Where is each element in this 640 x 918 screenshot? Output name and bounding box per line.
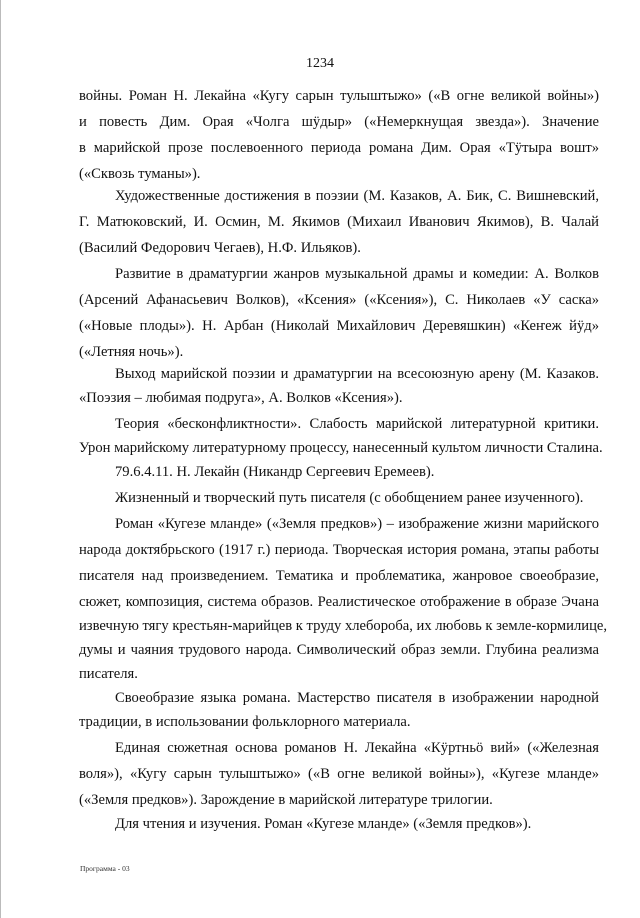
text-line: («Земля предков»). Зарождение в марийской литературе трилогии. bbox=[79, 792, 493, 808]
text-line: (Арсений Афанасьевич Волков), «Ксения» («Ксения»), С. Николаев «У саска» bbox=[79, 292, 599, 308]
text-line: и повесть Дим. Орая «Чолга шӱдыр» («Немеркнущая звезда»). Значение bbox=[79, 114, 599, 130]
footer-note: Программа - 03 bbox=[80, 864, 130, 873]
text-line: писателя над произведением. Тематика и проблематика, жанровое своеобразие, bbox=[79, 568, 599, 584]
text-line: сюжет, композиция, система образов. Реалистическое отображение в образе Эчана bbox=[79, 594, 599, 610]
section-heading: 79.6.4.11. Н. Лекайн (Никандр Сергеевич Еремеев). bbox=[115, 464, 435, 480]
text-line: Г. Матюковский, И. Осмин, М. Якимов (Михаил Иванович Якимов), В. Чалай bbox=[79, 214, 599, 230]
scan-edge bbox=[0, 0, 1, 918]
text-line: («Новые плоды»). Н. Арбан (Николай Михайлович Деревяшкин) «Кеҥеж йӱд» bbox=[79, 318, 599, 334]
text-line: традиции, в использовании фольклорного материала. bbox=[79, 714, 411, 730]
text-line: («Сквозь туманы»). bbox=[79, 166, 201, 182]
paragraph-start: Жизненный и творческий путь писателя (с обобщением ранее изученного). bbox=[115, 490, 584, 506]
paragraph-start: Теория «бесконфликтности». Слабость марийской литературной критики. bbox=[115, 416, 599, 432]
page-number: 1234 bbox=[306, 56, 334, 71]
text-line: извечную тягу крестьян-марийцев к труду хлебороба, их любовь к земле-кормилице, bbox=[79, 618, 608, 634]
text-line: («Летняя ночь»). bbox=[79, 344, 184, 360]
text-line: (Василий Федорович Чегаев), Н.Ф. Ильяков). bbox=[79, 240, 361, 256]
text-line: Урон марийскому литературному процессу, нанесенный культом личности Сталина. bbox=[79, 440, 603, 456]
text-line: «Поэзия – любимая подруга», А. Волков «Ксения»). bbox=[79, 390, 403, 406]
text-line: писателя. bbox=[79, 666, 138, 682]
paragraph-start: Художественные достижения в поэзии (М. Казаков, А. Бик, С. Вишневский, bbox=[115, 188, 599, 204]
text-line: в марийской прозе послевоенного периода романа Дим. Орая «Тӱтыра вошт» bbox=[79, 140, 599, 156]
paragraph-start: Выход марийской поэзии и драматургии на всесоюзную арену (М. Казаков. bbox=[115, 366, 599, 382]
text-line: войны. Роман Н. Лекайна «Кугу сарын тулыштыжо» («В огне великой войны») bbox=[79, 88, 599, 104]
paragraph-start: Своеобразие языка романа. Мастерство писателя в изображении народной bbox=[115, 690, 599, 706]
paragraph-start: Развитие в драматургии жанров музыкальной драмы и комедии: А. Волков bbox=[115, 266, 599, 282]
paragraph-start: Для чтения и изучения. Роман «Кугезе мланде» («Земля предков»). bbox=[115, 816, 532, 832]
paragraph-start: Единая сюжетная основа романов Н. Лекайна «Кӱртньӧ вий» («Железная bbox=[115, 740, 599, 756]
paragraph-start: Роман «Кугезе мланде» («Земля предков») – изображение жизни марийского bbox=[115, 516, 599, 532]
text-line: воля»), «Кугу сарын тулыштыжо» («В огне великой войны»), «Кугезе мланде» bbox=[79, 766, 599, 782]
text-line: народа доктябрьского (1917 г.) периода. Творческая история романа, этапы работы bbox=[79, 542, 599, 558]
text-line: думы и чаяния трудового народа. Символический образ земли. Глубина реализма bbox=[79, 642, 599, 658]
